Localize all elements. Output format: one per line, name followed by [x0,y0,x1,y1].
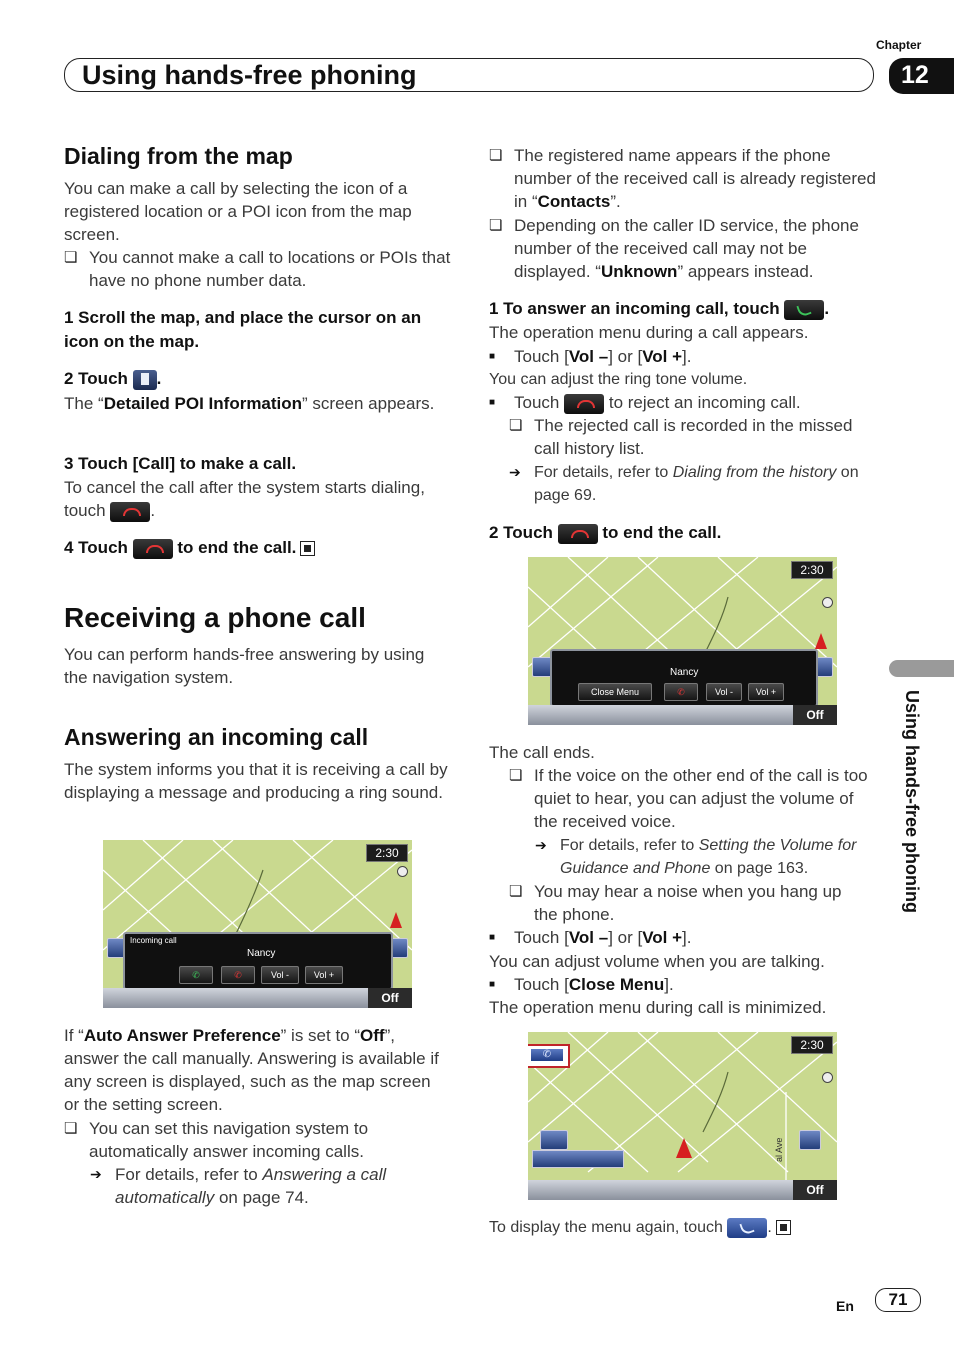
map-lines [528,1032,837,1200]
end-call-icon [110,502,150,522]
voice-ref: ➔ For details, refer to Setting the Volume for Guidance and Phone on page 163. [560,834,880,880]
vol-minus-button[interactable]: Vol - [706,683,742,701]
minimized-text: The operation menu during call is minimized. [489,998,827,1017]
reject-note: ❏ The rejected call is recorded in the missed call history list. [534,414,874,460]
reject-button[interactable]: ✆ [221,966,255,984]
incoming-call-label: Incoming call [130,936,177,945]
dialing-step-3-text: To cancel the call after the system starts dialing, touch . [64,478,425,520]
auto-answer-ref: ➔ For details, refer to Answering a call automatically on page 74. [115,1163,445,1209]
end-call-icon [133,539,173,559]
voice-note: ❏ If the voice on the other end of the call is too quiet to hear, you can adjust the volume of the received voice. [534,764,879,833]
call-ends-text: The call ends. [489,743,595,762]
reject-ref: ➔ For details, refer to Dialing from the history on page 69. [534,461,874,507]
dialing-step-4: 4 Touch to end the call. [64,536,315,560]
answering-heading: Answering an incoming call [64,724,369,750]
vol-minus-button[interactable]: Vol - [261,966,299,984]
incoming-call-menu [123,932,393,990]
side-button[interactable] [799,1130,821,1150]
during-call-screenshot [528,557,837,725]
bottom-bar [528,1180,837,1200]
poi-info-icon [133,370,157,390]
side-tab-label: Using hands-free phoning [902,690,922,913]
vehicle-position-icon [390,912,402,928]
off-button[interactable]: Off [368,988,412,1008]
close-menu-button[interactable]: Close Menu [578,683,652,701]
answer-call-icon [784,300,824,320]
receiving-heading: Receiving a phone call [64,602,366,633]
close-menu-bullet: ■ Touch [Close Menu]. [514,973,674,996]
bottom-bar [103,988,412,1008]
vol-plus-button[interactable]: Vol + [748,683,784,701]
call-menu [550,649,818,707]
clock: 2:30 [791,1036,833,1054]
vehicle-position-icon [676,1138,692,1158]
auto-answer-text: If “Auto Answer Preference” is set to “Off”, answer the call manually. Answering is available if any screen is displayed, such as the map screen or the setting screen. [64,1026,439,1114]
off-button[interactable]: Off [793,1180,837,1200]
language-label: En [836,1298,854,1314]
phone-icon [727,1218,767,1238]
compass-icon [397,866,408,877]
answer-step-1-text: The operation menu during a call appears. [489,323,809,342]
dialing-step-2: 2 Touch . [64,369,162,388]
reject-bullet: ■ Touch to reject an incoming call. [514,391,801,414]
dialing-step-3: 3 Touch [Call] to make a call. [64,454,297,473]
caller-id-note: ❏ Depending on the caller ID service, the phone number of the received call may not be displayed. “Unknown” appears instead. [514,214,879,283]
end-mark-icon [300,541,315,556]
compass-icon [822,1072,833,1083]
off-button[interactable]: Off [793,705,837,725]
ring-tone-text: You can adjust the ring tone volume. [489,371,748,388]
side-button[interactable] [540,1130,568,1150]
chapter-number-badge [889,58,954,94]
reject-call-icon [564,394,604,414]
street-label: al Ave [774,1137,784,1162]
bottom-bar [528,705,837,725]
talk-volume-text: You can adjust volume when you are talking. [489,952,825,971]
mini-bar [532,1150,624,1168]
contacts-note: ❏ The registered name appears if the phone number of the received call is already registered in “Contacts”. [514,144,879,213]
incoming-call-screenshot [103,840,412,1008]
phone-icon: ✆ [531,1049,563,1061]
caller-name: Nancy [670,667,699,678]
vol-bullet: ■ Touch [Vol –] or [Vol +]. [514,345,692,368]
dialing-step-2-text: The “Detailed POI Information” screen appears. [64,394,435,413]
answer-step-2: 2 Touch to end the call. [489,523,722,542]
minimized-call-button[interactable] [528,1044,570,1068]
vehicle-position-icon [815,633,827,649]
end-call-icon [558,524,598,544]
clock: 2:30 [366,844,408,862]
answering-intro: The system informs you that it is receiving a call by displaying a message and producing a ring sound. [64,760,448,802]
vol-plus-button[interactable]: Vol + [305,966,343,984]
clock: 2:30 [791,561,833,579]
end-mark-icon [776,1220,791,1235]
dialing-note: ❏ You cannot make a call to locations or POIs that have no phone number data. [89,246,454,292]
noise-note: ❏ You may hear a noise when you hang up the phone. [534,880,864,926]
auto-answer-note: ❏ You can set this navigation system to automatically answer incoming calls. [89,1117,449,1163]
chapter-number: 12 [901,61,929,89]
page-number: 71 [888,1290,908,1309]
dialing-intro: You can make a call by selecting the icon of a registered location or a POI icon from the map screen. [64,179,412,244]
answer-step-1: 1 To answer an incoming call, touch . [489,299,830,318]
dialing-step-1: 1 Scroll the map, and place the cursor on an icon on the map. [64,308,422,351]
end-call-button[interactable]: ✆ [664,683,698,701]
redisplay-text: To display the menu again, touch . [489,1216,791,1239]
chapter-label: Chapter [876,38,922,52]
page-number-badge [875,1288,921,1312]
dialing-heading: Dialing from the map [64,143,293,169]
receiving-intro: You can perform hands-free answering by using the navigation system. [64,645,425,687]
answer-button[interactable]: ✆ [179,966,213,984]
vol-bullet-2: ■ Touch [Vol –] or [Vol +]. [514,926,692,949]
chapter-title: Using hands-free phoning [82,60,417,90]
minimized-menu-screenshot [528,1032,837,1200]
side-tab-bar [889,660,954,677]
caller-name: Nancy [247,948,276,959]
compass-icon [822,597,833,608]
